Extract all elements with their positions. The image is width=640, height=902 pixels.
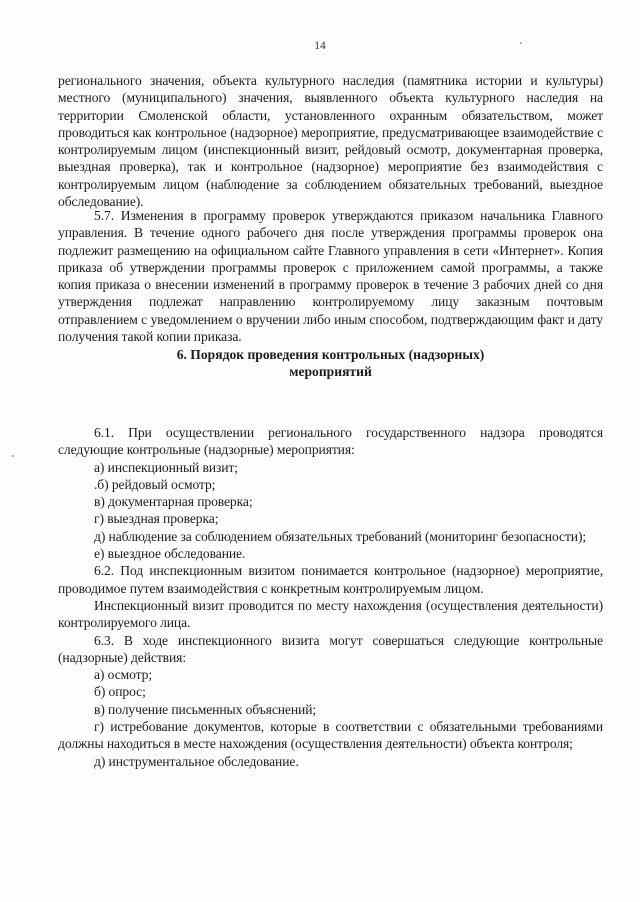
section-title-line-2: мероприятий: [289, 364, 372, 380]
list-item: а) инспекционный визит;: [94, 459, 238, 475]
list-item: д) инструментальное обследование.: [94, 753, 299, 769]
list-item: г) истребование документов, которые в соответствии с обязательными требованиями должны находиться в месте нахождения (осуществления деятельности) объекта контроля;: [58, 719, 603, 752]
paragraph-6-2-continued: Инспекционный визит проводится по месту нахождения (осуществления деятельности) контролируемого лица.: [58, 597, 603, 631]
list-item: в) документарная проверка;: [94, 494, 253, 510]
list-item: в) получение письменных объяснений;: [94, 701, 317, 717]
section-6-heading: [58, 346, 603, 381]
paragraph-5-7: [58, 207, 603, 345]
list-item: е) выездное обследование.: [94, 546, 246, 562]
paragraph-6-3: 6.3. В ходе инспекционного визита могут совершаться следующие контрольные (надзорные) действия:: [58, 632, 603, 665]
scan-speck: [12, 455, 14, 457]
list-item: б) опрос;: [94, 684, 146, 700]
list-item: д) наблюдение за соблюдением обязательных требований (мониторинг безопасности);: [94, 528, 587, 544]
scan-speck: [520, 42, 522, 44]
paragraph-continuation: [58, 72, 603, 210]
paragraph-6-1: 6.1. При осуществлении регионального государственного надзора проводятся следующие контрольные (надзорные) мероприятия:: [58, 425, 603, 458]
paragraph-6-2: 6.2. Под инспекционным визитом понимается контрольное (надзорное) мероприятие, проводимое путем взаимодействия с конкретным контролируемым лицом.: [58, 563, 603, 596]
section-title-line-1: 6. Порядок проведения контрольных (надзорных): [176, 347, 485, 362]
paragraph: 5.7. Изменения в программу проверок утверждаются приказом начальника Главного управления. В течение одного рабочего дня после утверждения программы проверок она подлежит размещению на официальном сайте Главного управления в сети «Интернет». Копия приказа об утверждении программы проверок с приложением самой программы, а также копия приказа о внесении изменений в программу проверок в течение 3 рабочих дней со дня утверждения подлежат направлению контролируемому лицу заказным почтовым отправлением с уведомлением о вручении либо иным способом, подтверждающим факт и дату получения такой копии приказа.: [58, 208, 603, 345]
list-item: г) выездная проверка;: [94, 511, 219, 527]
section-6-body: [58, 424, 603, 770]
paragraph: регионального значения, объекта культурного наследия (памятника истории и культуры) местного (муниципального) значения, выявленного объекта культурного наследия на территории Смоленской области, установленного охранным обязательством, может проводиться как контрольное (надзорное) мероприятие, предусматривающее взаимодействие с контролируемым лицом (инспекционный визит, рейдовый осмотр, документарная проверка, выездная проверка), так и контрольное (надзорное) мероприятие без взаимодействия с контролируемым лицом (наблюдение за соблюдением обязательных требований, выездное обследование).: [58, 73, 603, 210]
page-number: 14: [314, 40, 326, 52]
list-item: а) осмотр;: [94, 667, 153, 683]
list-item: .б) рейдовый осмотр;: [94, 476, 216, 492]
